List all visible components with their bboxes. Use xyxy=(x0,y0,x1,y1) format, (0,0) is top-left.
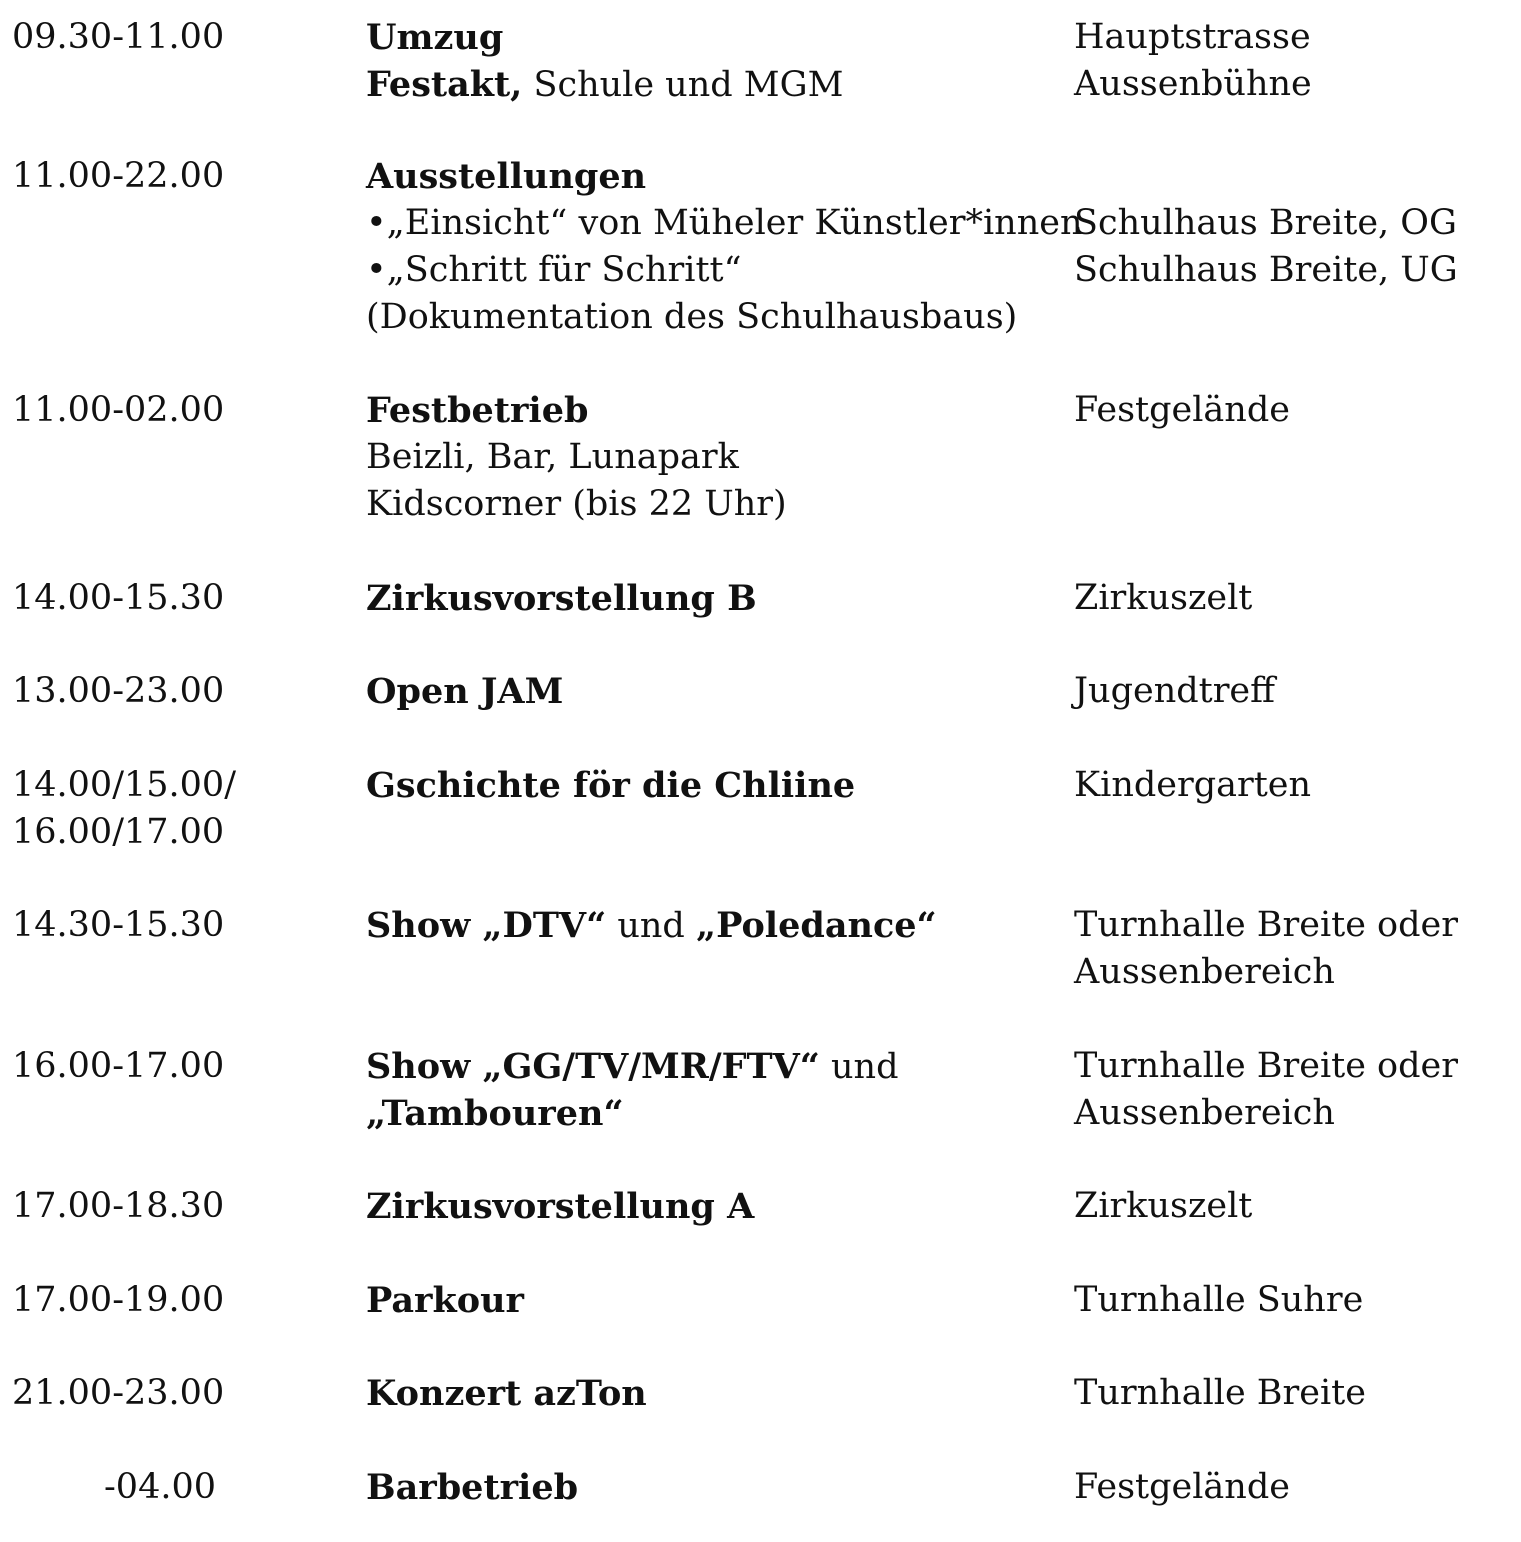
time-text: 11.00-02.00 xyxy=(12,390,225,430)
event-text: und xyxy=(606,906,696,946)
event-title xyxy=(366,1043,898,1090)
event-bold-text: Konzert azTon xyxy=(366,1373,647,1414)
time-text: 14.30-15.30 xyxy=(12,905,225,945)
event-detail xyxy=(366,294,1017,341)
location-text: Aussenbereich xyxy=(1074,1093,1335,1133)
event-text: (Dokumentation des Schulhausbaus) xyxy=(366,297,1018,337)
location-text: Turnhalle Breite oder xyxy=(1074,905,1458,945)
location-text: Aussenbühne xyxy=(1074,64,1312,104)
event-bold-text: Festbetrieb xyxy=(366,390,589,431)
location-text: Turnhalle Suhre xyxy=(1074,1280,1364,1320)
event-bold-text: Parkour xyxy=(366,1280,524,1321)
time-text: 16.00/17.00 xyxy=(12,812,225,852)
time-text: 09.30-11.00 xyxy=(12,17,225,57)
time-text: 14.00-15.30 xyxy=(12,578,225,618)
time-text: 13.00-23.00 xyxy=(12,671,225,711)
time-text: 14.00/15.00/ xyxy=(12,765,236,805)
location-text: Jugendtreff xyxy=(1074,671,1276,711)
event-text: •„Einsicht“ von Müheler Künstler*innen xyxy=(366,203,1083,243)
event-bold-text: Gschichte för die Chliine xyxy=(366,765,856,806)
time-text: 17.00-18.30 xyxy=(12,1186,225,1226)
event-bold-text: Open JAM xyxy=(366,671,564,712)
location-text: Zirkuszelt xyxy=(1074,1186,1253,1226)
location-text: Zirkuszelt xyxy=(1074,578,1253,618)
event-bold-text: Zirkusvorstellung A xyxy=(366,1186,755,1227)
event-title xyxy=(366,1277,524,1324)
location-text: Schulhaus Breite, OG xyxy=(1074,203,1457,243)
time-text: 11.00-22.00 xyxy=(12,156,225,196)
event-text: und xyxy=(819,1047,899,1087)
location-text: Kindergarten xyxy=(1074,765,1312,805)
event-text: Beizli, Bar, Lunapark xyxy=(366,437,739,477)
event-title xyxy=(366,575,757,622)
location-text: Hauptstrasse xyxy=(1074,17,1311,57)
event-title xyxy=(366,668,563,715)
time-text: -04.00 xyxy=(103,1467,216,1507)
event-title xyxy=(366,1183,754,1230)
location-text: Aussenbereich xyxy=(1074,952,1335,992)
event-detail xyxy=(366,61,843,108)
location-text: Schulhaus Breite, UG xyxy=(1074,250,1458,290)
location-text: Festgelände xyxy=(1074,1467,1290,1507)
event-bold-text: Zirkusvorstellung B xyxy=(366,578,757,619)
event-title xyxy=(366,1464,578,1511)
event-title xyxy=(366,902,937,949)
event-bold-text: Festakt, xyxy=(366,64,523,105)
event-detail xyxy=(366,200,1083,247)
event-bold-text: Show „DTV“ xyxy=(366,905,607,946)
event-bold-text: Barbetrieb xyxy=(366,1467,579,1508)
event-title xyxy=(366,14,503,61)
event-detail xyxy=(366,481,787,528)
time-text: 21.00-23.00 xyxy=(12,1373,225,1413)
event-text: Schule und MGM xyxy=(522,65,844,105)
event-detail xyxy=(366,1090,624,1137)
event-bold-text: „Tambouren“ xyxy=(366,1093,624,1134)
event-bold-text: Ausstellungen xyxy=(366,156,647,197)
event-detail xyxy=(366,434,739,481)
event-title xyxy=(366,762,855,809)
event-bold-text: Show „GG/TV/MR/FTV“ xyxy=(366,1046,820,1087)
event-text: •„Schritt für Schritt“ xyxy=(366,250,742,290)
event-detail xyxy=(366,247,742,294)
location-text: Turnhalle Breite xyxy=(1074,1373,1366,1413)
event-title xyxy=(366,1370,647,1417)
event-bold-text: Umzug xyxy=(366,17,504,58)
location-text: Festgelände xyxy=(1074,390,1290,430)
time-text: 17.00-19.00 xyxy=(12,1280,225,1320)
event-text: Kidscorner (bis 22 Uhr) xyxy=(366,484,787,524)
time-text: 16.00-17.00 xyxy=(12,1046,225,1086)
event-title xyxy=(366,153,646,200)
event-bold-text: „Poledance“ xyxy=(695,905,937,946)
location-text: Turnhalle Breite oder xyxy=(1074,1046,1458,1086)
event-title xyxy=(366,387,588,434)
